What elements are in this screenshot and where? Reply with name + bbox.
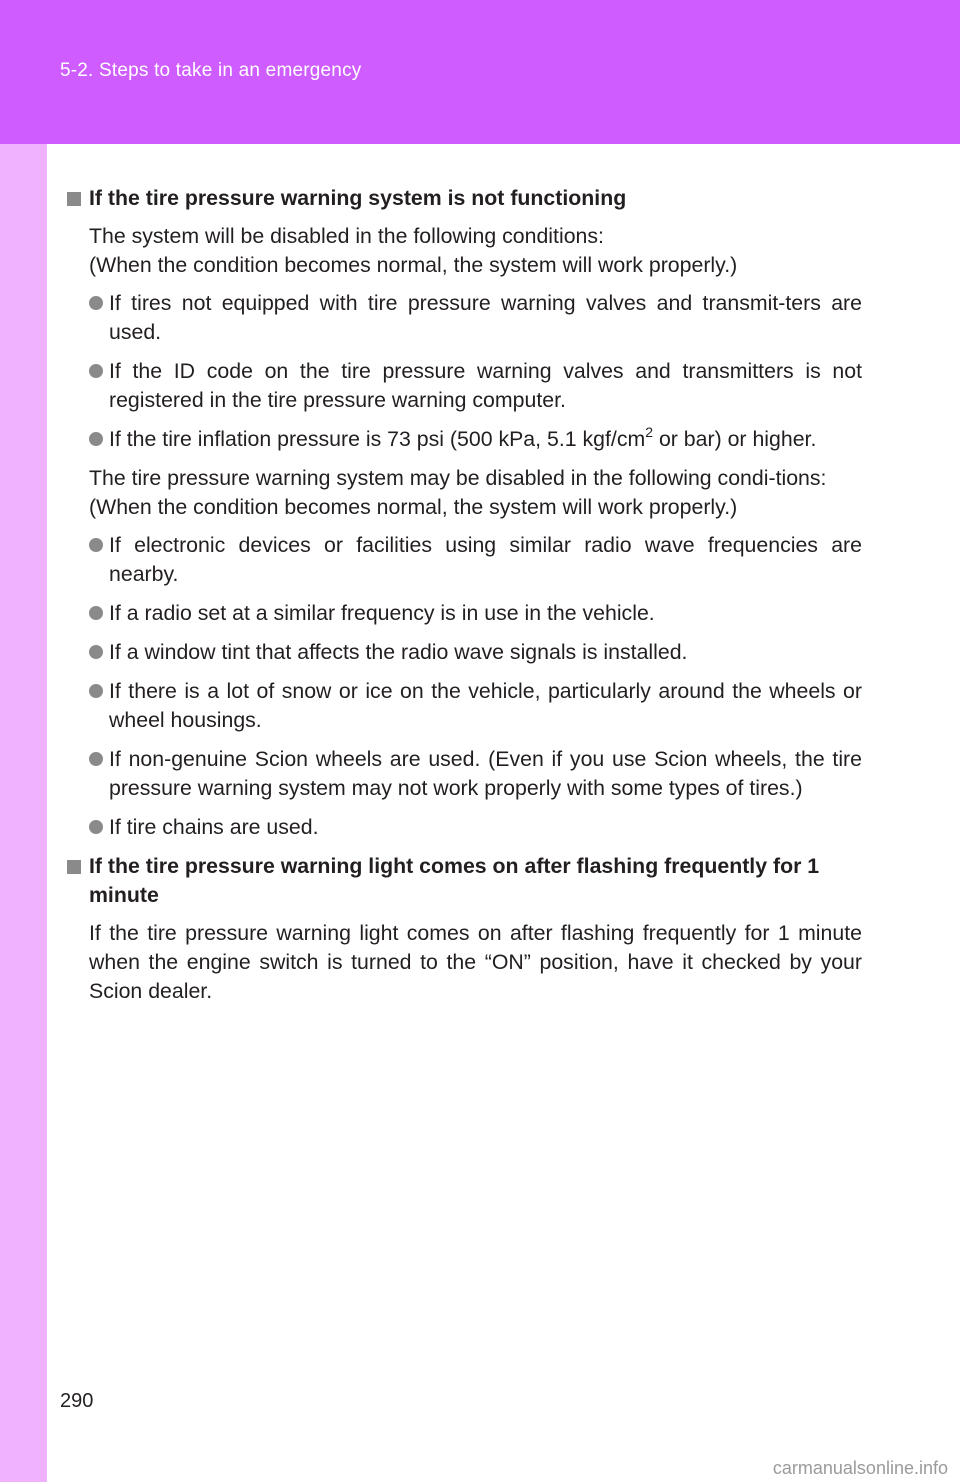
paragraph-line: The tire pressure warning system may be disabled in the following condi-tions: bbox=[89, 466, 827, 490]
list-item-text: If non-genuine Scion wheels are used. (Even if you use Scion wheels, the tire pressure warning system may not work properly with some types of tires.) bbox=[109, 747, 862, 800]
circle-bullet-icon bbox=[89, 364, 103, 378]
list-item bbox=[67, 289, 862, 347]
section-title: 5-2. Steps to take in an emergency bbox=[60, 60, 362, 81]
circle-bullet-icon bbox=[89, 538, 103, 552]
list-item-text: If electronic devices or facilities using similar radio wave frequencies are nearby. bbox=[109, 533, 862, 586]
square-bullet-icon bbox=[67, 860, 81, 874]
circle-bullet-icon bbox=[89, 820, 103, 834]
list-item-text: If tires not equipped with tire pressure warning valves and transmit-ters are used. bbox=[109, 291, 862, 344]
list-item bbox=[67, 425, 862, 454]
list-item-text: If tire chains are used. bbox=[109, 815, 319, 839]
list-item bbox=[67, 357, 862, 415]
list-item bbox=[67, 745, 862, 803]
inflation-text: or bar) or higher. bbox=[653, 427, 817, 451]
list-item bbox=[67, 677, 862, 735]
list-item-text: If the ID code on the tire pressure warning valves and transmitters is not registered in the tire pressure warning computer. bbox=[109, 359, 862, 412]
circle-bullet-icon bbox=[89, 684, 103, 698]
paragraph: If the tire pressure warning light comes on after flashing frequently for 1 minute when the engine switch is turned to the “ON” position, have it checked by your Scion dealer. bbox=[89, 921, 862, 1003]
circle-bullet-icon bbox=[89, 432, 103, 446]
page-number: 290 bbox=[60, 1390, 94, 1412]
square-bullet-icon bbox=[67, 192, 81, 206]
paragraph bbox=[67, 464, 862, 522]
list-item-text: If a window tint that affects the radio wave signals is installed. bbox=[109, 640, 688, 664]
section-heading bbox=[67, 852, 862, 910]
list-item bbox=[67, 531, 862, 589]
list-item-text bbox=[109, 424, 817, 451]
section-heading bbox=[67, 184, 862, 213]
heading-text: If the tire pressure warning system is not functioning bbox=[89, 186, 627, 210]
circle-bullet-icon bbox=[89, 752, 103, 766]
superscript: 2 bbox=[645, 424, 654, 440]
circle-bullet-icon bbox=[89, 645, 103, 659]
bullet-list bbox=[67, 531, 862, 842]
heading-text: If the tire pressure warning light comes on after flashing frequently for 1 minute bbox=[89, 854, 820, 907]
list-item bbox=[67, 638, 862, 667]
paragraph bbox=[67, 222, 862, 280]
page-content bbox=[67, 184, 862, 1015]
circle-bullet-icon bbox=[89, 296, 103, 310]
paragraph-line: (When the condition becomes normal, the system will work properly.) bbox=[89, 495, 738, 519]
circle-bullet-icon bbox=[89, 606, 103, 620]
side-band bbox=[0, 144, 47, 1482]
inflation-text: If the tire inflation pressure is 73 psi (500 kPa, 5.1 kgf/cm bbox=[109, 427, 646, 451]
list-item bbox=[67, 813, 862, 842]
list-item bbox=[67, 599, 862, 628]
list-item-text: If a radio set at a similar frequency is in use in the vehicle. bbox=[109, 601, 655, 625]
paragraph-line: (When the condition becomes normal, the system will work properly.) bbox=[89, 253, 738, 277]
watermark: carmanualsonline.info bbox=[772, 1458, 948, 1478]
bullet-list bbox=[67, 289, 862, 454]
list-item-text: If there is a lot of snow or ice on the vehicle, particularly around the wheels or wheel housings. bbox=[109, 679, 862, 732]
paragraph-line: The system will be disabled in the following conditions: bbox=[89, 224, 604, 248]
